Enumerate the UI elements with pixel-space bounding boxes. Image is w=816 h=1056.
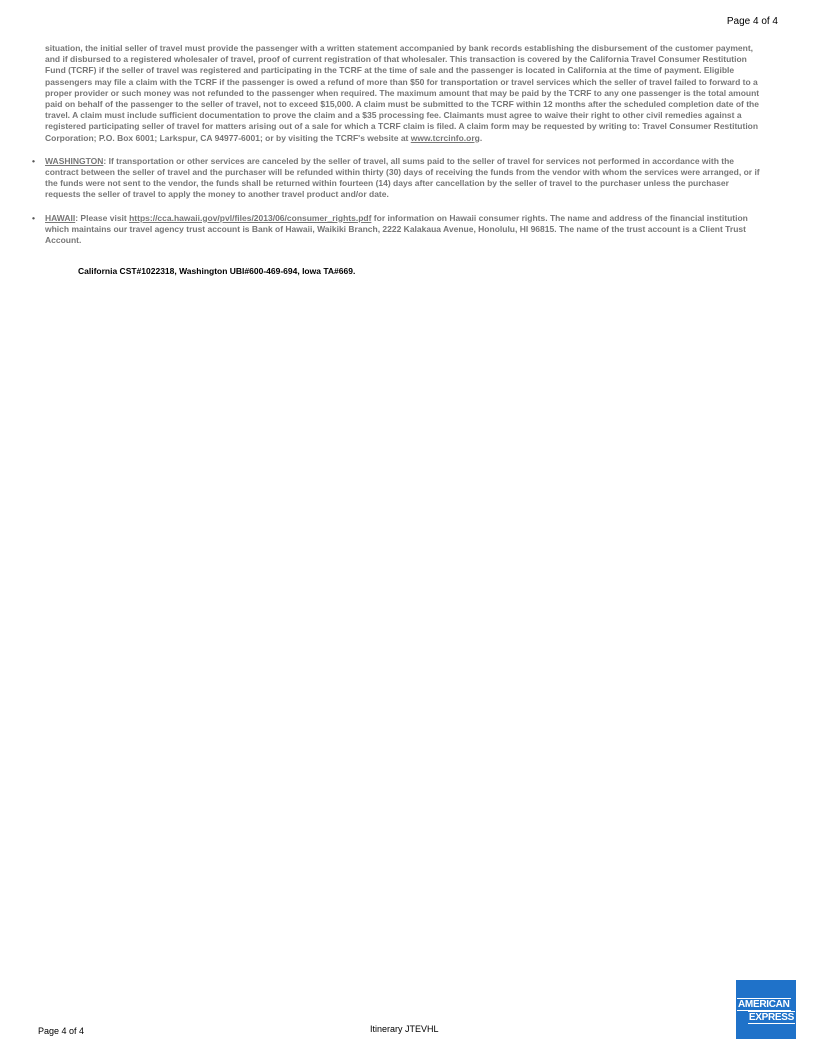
american-express-logo (736, 980, 796, 1039)
terms-content (32, 43, 762, 276)
bullet-icon: • (32, 212, 35, 223)
washington-terms (32, 156, 762, 201)
california-terms-text: situation, the initial seller of travel must provide the passenger with a written statement accompanied by bank records establishing the disbursement of the customer payment, and if disbursed to a registered wholesaler of travel, proof of current registration of that wholesaler. This transaction is covered by the California Travel Consumer Restitution Fund (TCRF) if the seller of travel was registered and participating in the TCRF at the time of sale and the passenger is located in California at the time of payment. Eligible passengers may file a claim with the TCRF if the passenger is owed a refund of more than $50 for transportation or travel services which the seller of travel failed to forward to a proper provider or such money was not refunded to the passenger when required. The maximum amount that may be paid by the TCRF to any one passenger is the total amount paid on behalf of the passenger to the seller of travel, not to exceed $15,000. A claim must be submitted to the TCRF within 12 months after the scheduled completion date of the travel. A claim must include sufficient documentation to prove the claim and a $35 processing fee. Claimants must agree to waive their right to other civil remedies against a registered participating seller of travel for matters arising out of a sale for which a TCRF claim is filed. A claim form may be requested by writing to: Travel Consumer Restitution Corporation; P.O. Box 6001; Larkspur, CA 94977-6001; or by visiting the TCRF's website at (45, 43, 760, 143)
itinerary-id: Itinerary JTEVHL (370, 1024, 439, 1034)
washington-terms-text: : If transportation or other services are canceled by the seller of travel, all sums paid to the seller of travel for services not performed in accordance with the contract between the seller of travel and the purchaser will be refunded within thirty (30) days of receiving the funds from the vendor with whom the services were arranged, or if the funds were not sent to the vendor, the funds shall be returned within fourteen (14) days after cancellation by the seller of travel to the purchaser unless the purchaser requests the seller of travel to apply the money to another travel product and/or date. (45, 155, 760, 200)
logo-line-express: EXPRESS (748, 1012, 794, 1023)
page-number-footer: Page 4 of 4 (38, 1026, 85, 1036)
logo-line-american: AMERICAN (738, 999, 790, 1010)
tcrf-website-link[interactable]: www.tcrcinfo.org (410, 132, 480, 143)
hawaii-terms-text-before: : Please visit (75, 212, 130, 223)
washington-state-label: WASHINGTON (45, 155, 104, 166)
california-terms-end: . (479, 132, 483, 143)
bullet-icon: • (32, 155, 35, 166)
hawaii-state-label: HAWAII (45, 212, 76, 223)
hawaii-consumer-rights-link[interactable]: https://cca.hawaii.gov/pvl/files/2013/06/consumer_rights.pdf (129, 212, 372, 223)
hawaii-terms (32, 213, 762, 247)
california-terms-continued (45, 43, 762, 144)
license-numbers: California CST#1022318, Washington UBI#600-469-694, Iowa TA#669. (78, 266, 356, 277)
page-number-header: Page 4 of 4 (726, 16, 778, 27)
hawaii-terms-text-after: for information on Hawaii consumer rights. The name and address of the financial institution which maintains our travel agency trust account is Bank of Hawaii, Waikiki Branch, 2222 Kalakaua Avenue, Honolulu, HI 96815. The name of the trust account is a Client Trust Account. (45, 212, 748, 246)
